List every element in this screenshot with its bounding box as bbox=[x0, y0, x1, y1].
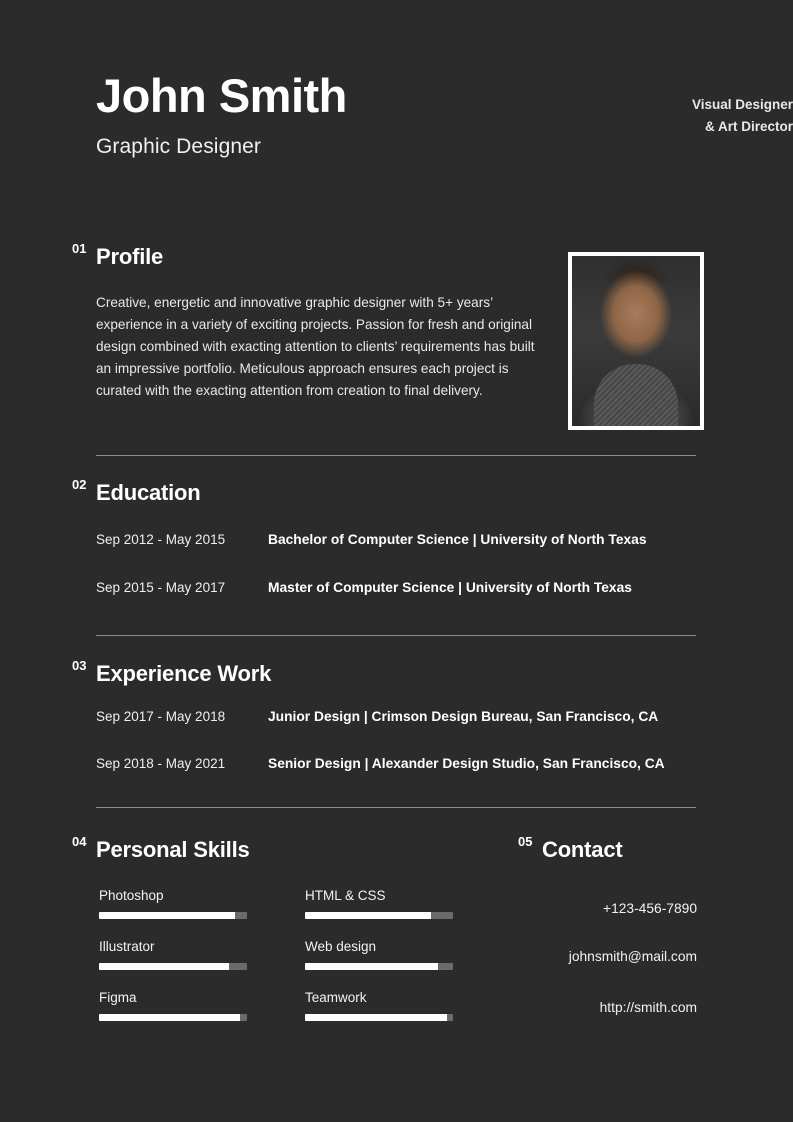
divider-1 bbox=[96, 455, 696, 456]
skill-bar bbox=[99, 912, 247, 919]
skill-bar bbox=[305, 963, 453, 970]
skill-bar-fill bbox=[99, 1014, 240, 1021]
experience-desc: Senior Design | Alexander Design Studio, San Francisco, CA bbox=[268, 756, 665, 771]
section-number-profile: 01 bbox=[72, 241, 87, 256]
section-heading-experience bbox=[72, 658, 272, 687]
experience-date: Sep 2017 - May 2018 bbox=[96, 709, 226, 724]
tagline-line-2: & Art Director bbox=[704, 119, 793, 135]
section-number-education: 02 bbox=[72, 477, 87, 492]
divider-3 bbox=[96, 807, 696, 808]
section-title-skills: Personal Skills bbox=[96, 837, 250, 862]
contact-website[interactable]: http://smith.com bbox=[599, 1000, 697, 1015]
skill-bar-fill bbox=[305, 1014, 447, 1021]
experience-desc: Junior Design | Crimson Design Bureau, San Francisco, CA bbox=[268, 709, 659, 724]
section-title-profile: Profile bbox=[96, 244, 164, 269]
experience-row bbox=[96, 756, 696, 771]
skill-item bbox=[305, 939, 453, 970]
skill-label: Web design bbox=[305, 939, 377, 954]
skill-bar-fill bbox=[305, 963, 438, 970]
profile-paragraph: Creative, energetic and innovative graphic designer with 5+ years’ experience in a variety of exciting projects. Passion for fresh and original design combined with exacting attention to clients’ requirements has built an impressive portfolio. Meticulous approach ensures each project is curated with the exacting attention from creation to final delivery. bbox=[96, 295, 535, 399]
skill-bar-fill bbox=[99, 912, 235, 919]
education-date: Sep 2015 - May 2017 bbox=[96, 580, 226, 595]
section-heading-profile bbox=[72, 241, 164, 270]
section-heading-education bbox=[72, 477, 201, 506]
section-number-contact: 05 bbox=[518, 834, 533, 849]
skill-item bbox=[99, 990, 247, 1021]
skill-label: Teamwork bbox=[305, 990, 367, 1005]
contact-phone[interactable]: +123-456-7890 bbox=[603, 901, 697, 916]
education-date: Sep 2012 - May 2015 bbox=[96, 532, 226, 547]
section-heading-contact bbox=[518, 834, 623, 863]
skill-bar bbox=[305, 912, 453, 919]
skill-bar bbox=[99, 963, 247, 970]
experience-row bbox=[96, 709, 696, 724]
section-number-experience: 03 bbox=[72, 658, 87, 673]
divider-2 bbox=[96, 635, 696, 636]
skill-item bbox=[305, 888, 453, 919]
education-desc: Master of Computer Science | University of North Texas bbox=[268, 580, 632, 595]
section-title-contact: Contact bbox=[542, 837, 623, 862]
section-title-education: Education bbox=[96, 480, 201, 505]
education-row bbox=[96, 580, 696, 595]
contact-email[interactable]: johnsmith@mail.com bbox=[568, 949, 697, 964]
portrait-photo bbox=[572, 256, 700, 426]
tagline-line-1: Visual Designer bbox=[691, 97, 793, 112]
section-number-skills: 04 bbox=[72, 834, 87, 849]
skill-label: Illustrator bbox=[99, 939, 155, 954]
skill-item bbox=[99, 888, 247, 919]
skill-item bbox=[99, 939, 247, 970]
skill-bar bbox=[305, 1014, 453, 1021]
section-heading-skills bbox=[72, 834, 250, 863]
education-desc: Bachelor of Computer Science | University of North Texas bbox=[268, 532, 647, 547]
header bbox=[96, 69, 697, 159]
skill-label: Figma bbox=[99, 990, 137, 1005]
page-title: John Smith bbox=[96, 69, 347, 122]
section-title-experience: Experience Work bbox=[96, 661, 272, 686]
skill-label: HTML & CSS bbox=[305, 888, 386, 903]
header-tagline bbox=[692, 94, 793, 139]
skill-bar-fill bbox=[99, 963, 229, 970]
skill-bar-fill bbox=[305, 912, 431, 919]
avatar bbox=[568, 252, 704, 430]
experience-date: Sep 2018 - May 2021 bbox=[96, 756, 226, 771]
skill-item bbox=[305, 990, 453, 1021]
skill-label: Photoshop bbox=[99, 888, 164, 903]
skill-bar bbox=[99, 1014, 247, 1021]
education-row bbox=[96, 532, 696, 547]
job-role: Graphic Designer bbox=[96, 135, 262, 158]
